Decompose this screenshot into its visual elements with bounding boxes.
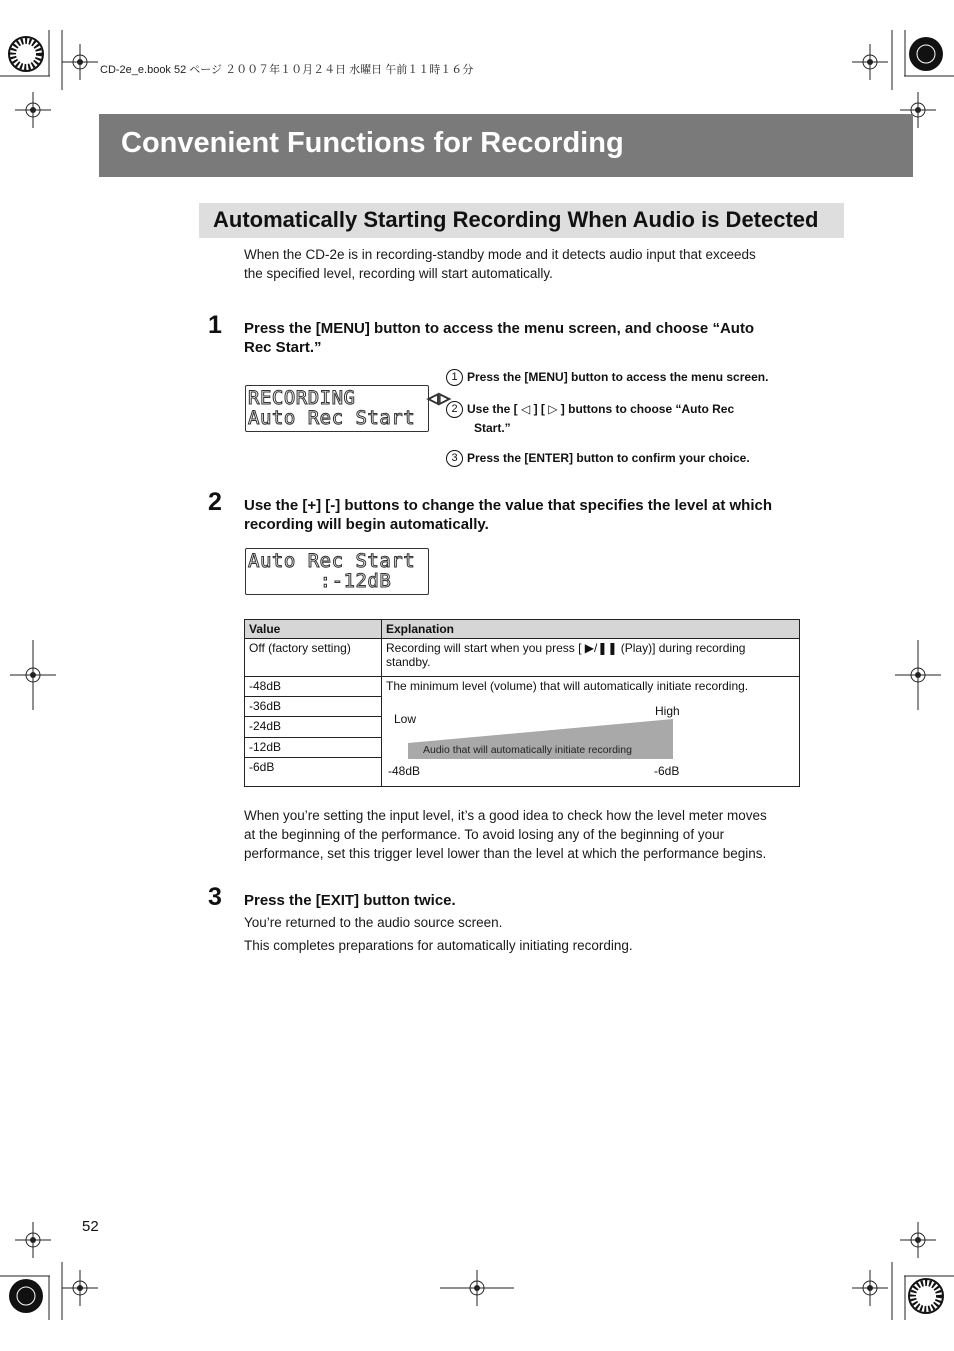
step-number: 3 bbox=[208, 883, 222, 911]
value-cell: Off (factory setting) bbox=[245, 639, 382, 677]
step-line: recording will begin automatically. bbox=[244, 516, 489, 533]
lcd-line: Auto Rec Start bbox=[248, 407, 416, 429]
note-paragraph bbox=[244, 806, 824, 863]
substep bbox=[446, 368, 768, 386]
lcd-line: Auto Rec Start bbox=[248, 550, 416, 572]
level-diagram bbox=[388, 699, 688, 783]
lcd-line: RECORDING ◁▷ bbox=[248, 387, 451, 409]
note-line: performance, set this trigger level lower than the level at which the performance begins. bbox=[244, 846, 767, 861]
diagram-min-label: -48dB bbox=[388, 764, 421, 778]
value-cell: -24dB bbox=[245, 717, 382, 737]
value-cell: -48dB bbox=[245, 677, 382, 697]
diagram-low-label: Low bbox=[394, 712, 417, 726]
book-header-meta: CD-2e_e.book 52 ページ ２００７年１０月２４日 水曜日 午前１１時１６分 bbox=[100, 64, 474, 76]
explanation-line: standby. bbox=[386, 655, 431, 669]
diagram-max-label: -6dB bbox=[654, 764, 680, 778]
explanation-line: Recording will start when you press [ ▶/❚❚ (Play)] during recording bbox=[386, 641, 746, 655]
substep-text: Press the [MENU] button to access the menu screen. bbox=[467, 370, 769, 384]
step-line: Press the [MENU] button to access the menu screen, and choose “Auto bbox=[244, 320, 755, 337]
step-circle-icon: 2 bbox=[446, 401, 463, 418]
table-row bbox=[245, 639, 800, 677]
value-cell: -36dB bbox=[245, 697, 382, 717]
explanation-cell bbox=[382, 677, 800, 787]
column-header: Value bbox=[245, 620, 382, 639]
chapter-title: Convenient Functions for Recording bbox=[121, 127, 624, 159]
table-header-row bbox=[245, 620, 800, 639]
diagram-bar-label: Audio that will automatically initiate recording bbox=[423, 744, 632, 756]
column-header: Explanation bbox=[382, 620, 800, 639]
intro-line: When the CD-2e is in recording-standby mode and it detects audio input that exceeds bbox=[244, 247, 756, 262]
note-line: at the beginning of the performance. To avoid losing any of the beginning of your bbox=[244, 827, 725, 842]
diagram-high-label: High bbox=[655, 704, 680, 718]
page-number: 52 bbox=[82, 1218, 99, 1235]
substep-text: Press the [ENTER] button to confirm your choice. bbox=[467, 451, 750, 465]
lcd-line: :-12dB bbox=[248, 570, 392, 592]
substep bbox=[446, 400, 734, 418]
note-line: When you’re setting the input level, it’s a good idea to check how the level meter moves bbox=[244, 808, 767, 823]
step-instruction: Press the [EXIT] button twice. bbox=[244, 892, 456, 909]
step-result: You’re returned to the audio source screen. bbox=[244, 915, 503, 930]
value-table bbox=[244, 619, 800, 787]
step-result: This completes preparations for automatically initiating recording. bbox=[244, 938, 633, 953]
value-cell: -6dB bbox=[245, 757, 382, 786]
table-row bbox=[245, 677, 800, 697]
chapter-banner bbox=[99, 114, 913, 177]
lcd-display bbox=[245, 385, 451, 432]
section-title: Automatically Starting Recording When Audio is Detected bbox=[213, 207, 819, 232]
substep-continuation: Start.” bbox=[474, 421, 511, 435]
lcd-display bbox=[245, 548, 429, 595]
intro-paragraph bbox=[244, 245, 824, 283]
step-instruction bbox=[244, 319, 824, 357]
step-circle-icon: 1 bbox=[446, 369, 463, 386]
explanation-line: The minimum level (volume) that will automatically initiate recording. bbox=[386, 679, 749, 693]
value-cell: -12dB bbox=[245, 737, 382, 757]
step-line: Use the [+] [-] buttons to change the value that specifies the level at which bbox=[244, 497, 773, 514]
intro-line: the specified level, recording will start automatically. bbox=[244, 266, 553, 281]
explanation-cell bbox=[382, 639, 800, 677]
substep bbox=[446, 449, 750, 467]
step-number: 1 bbox=[208, 311, 222, 339]
step-line: Rec Start.” bbox=[244, 339, 322, 356]
step-circle-icon: 3 bbox=[446, 450, 463, 467]
step-instruction bbox=[244, 496, 824, 534]
section-header bbox=[199, 203, 844, 238]
substep-text: Use the [ ◁ ] [ ▷ ] buttons to choose “Auto Rec bbox=[467, 402, 735, 416]
step-number: 2 bbox=[208, 488, 222, 516]
